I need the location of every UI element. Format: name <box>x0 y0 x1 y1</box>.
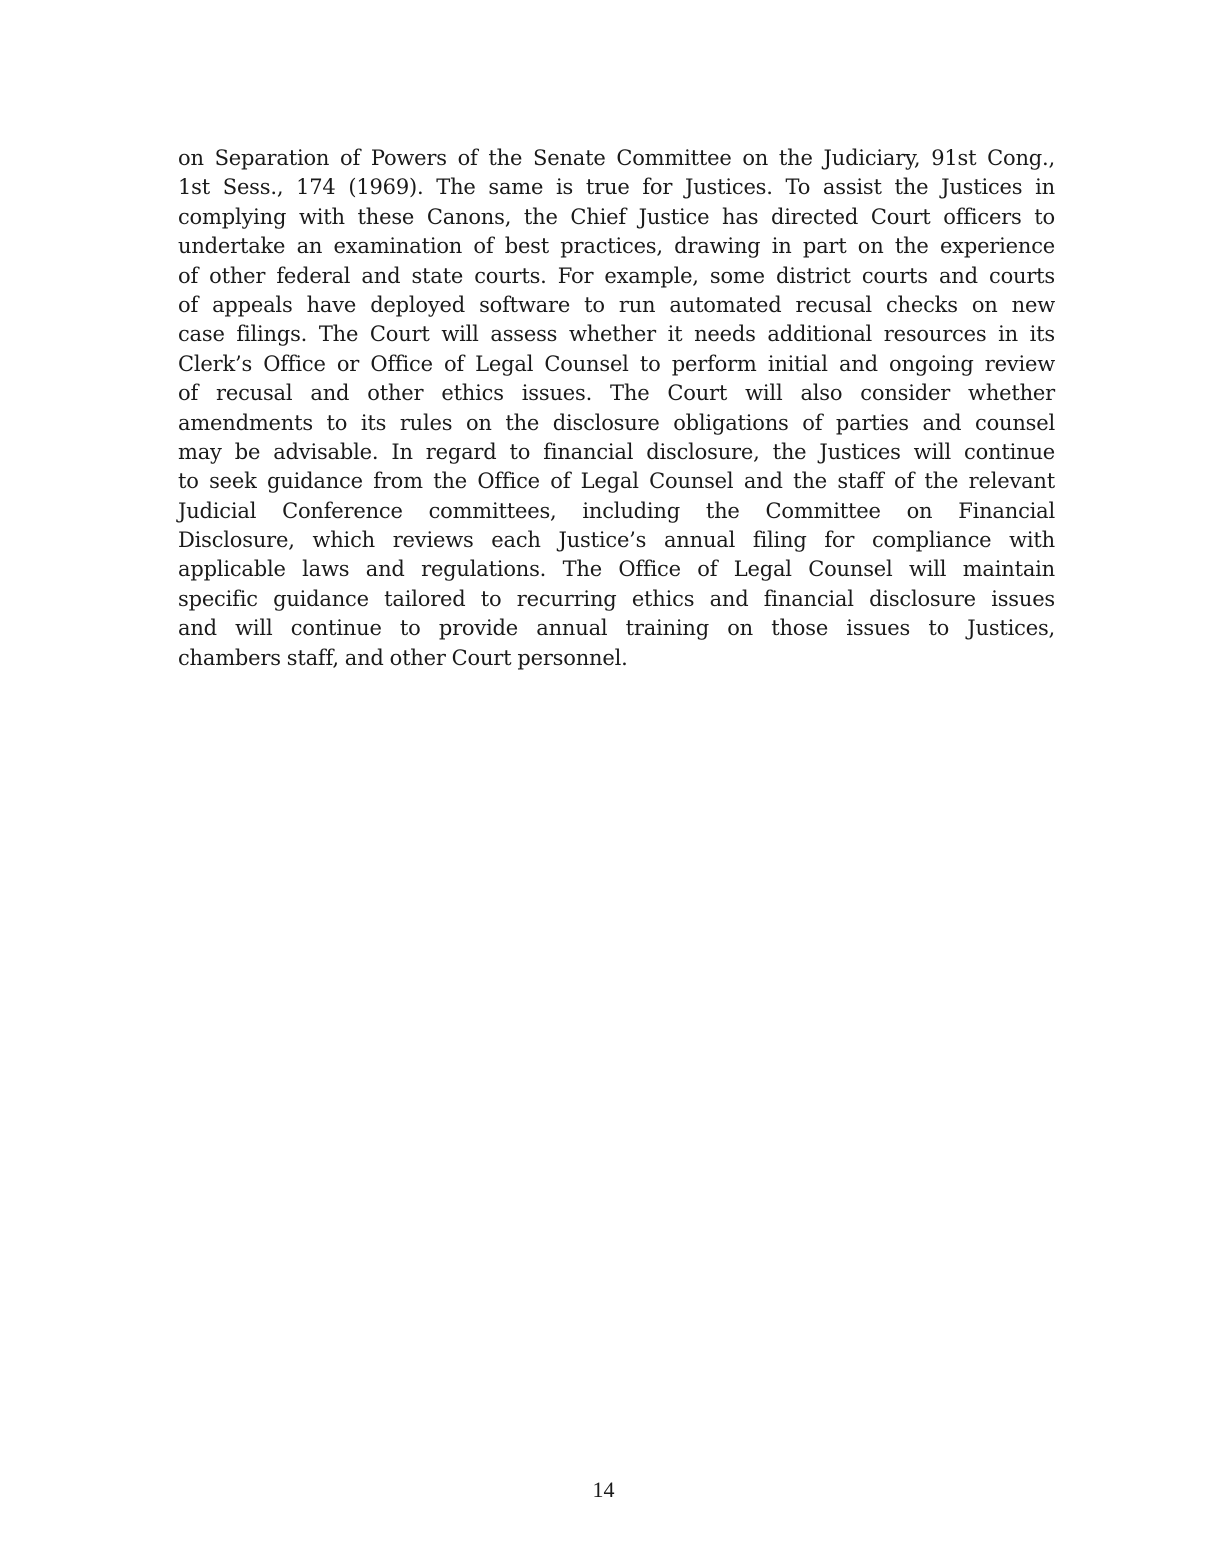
paragraph-line: Disclosure, which reviews each Justice’s annual filing for compliance with <box>178 528 1055 553</box>
paragraph-line: may be advisable. In regard to financial disclosure, the Justices will continue <box>178 439 1055 464</box>
paragraph-line: case filings. The Court will assess whether it needs additional resources in its <box>178 322 1055 347</box>
paragraph-line: of other federal and state courts. For example, some district courts and courts <box>178 263 1055 288</box>
paragraph-line: applicable laws and regulations. The Office of Legal Counsel will maintain <box>178 557 1055 582</box>
paragraph-line: chambers staff, and other Court personnel. <box>178 645 628 670</box>
paragraph-line: specific guidance tailored to recurring ethics and financial disclosure issues <box>178 586 1055 611</box>
paragraph-line: on Separation of Powers of the Senate Committee on the Judiciary, 91st Cong., <box>178 146 1055 170</box>
paragraph-line: and will continue to provide annual training on those issues to Justices, <box>178 616 1055 641</box>
paragraph-line: 1st Sess., 174 (1969). The same is true for Justices. To assist the Justices in <box>178 175 1055 200</box>
body-paragraph <box>178 144 1055 673</box>
page-number: 14 <box>592 1477 615 1502</box>
paragraph-line: complying with these Canons, the Chief Justice has directed Court officers to <box>178 204 1055 229</box>
paragraph-line: to seek guidance from the Office of Legal Counsel and the staff of the relevant <box>178 469 1055 494</box>
paragraph-line: Clerk’s Office or Office of Legal Counsel to perform initial and ongoing review <box>178 351 1055 376</box>
paragraph-line: amendments to its rules on the disclosure obligations of parties and counsel <box>178 410 1055 435</box>
paragraph-line: of appeals have deployed software to run automated recusal checks on new <box>178 292 1055 317</box>
paragraph-line: Judicial Conference committees, including the Committee on Financial <box>178 498 1055 523</box>
paragraph-line: of recusal and other ethics issues. The Court will also consider whether <box>178 381 1055 406</box>
paragraph-line: undertake an examination of best practices, drawing in part on the experience <box>178 234 1055 259</box>
